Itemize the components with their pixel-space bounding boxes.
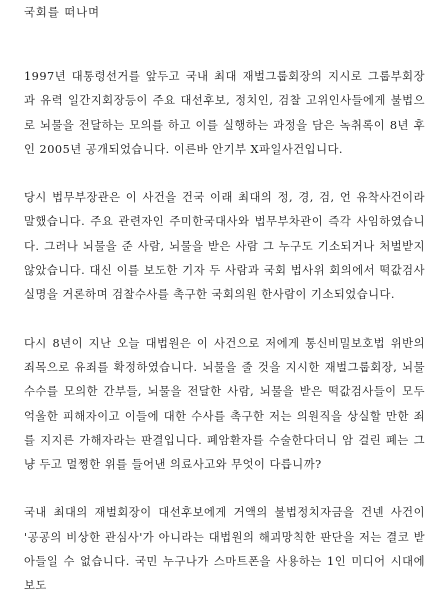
paragraph-3: 다시 8년이 지난 오늘 대법원은 이 사건으로 저에게 통신비밀보호법 위반의 죄목으로 유죄를 확정하였습니다. 뇌물을 줄 것을 지시한 재벌그룹회장, 뇌물수수를 모의한 간부들, 뇌물을 전달한 사람, 뇌물을 받은 떡값검사들이 모두 억울한 피해자이고 이들에 대한 수사를 촉구한 저는 의원직을 상실할 만한 죄를 지지른 가해자라는 판결입니다. 폐암환자를 수술한다더니 암 걸린 폐는 그냥 두고 멀쩡한 위를 들어낸 의료사고와 무엇이 다릅니까? [24,336,425,472]
paragraph-gap [24,477,425,501]
paragraph-1: 1997년 대통령선거를 앞두고 국내 최대 재벌그룹회장의 지시로 그룹부회장과 유력 일간지회장등이 주요 대선후보, 정치인, 검찰 고위인사들에게 불법으로 뇌물을 전달하는 모의를 하고 이를 실행하는 과정을 담은 녹취록이 8년 후인 2005년 공개되었습니다. 이른바 안기부 X파일사건입니다. [24,70,425,156]
paragraph-gap [24,162,425,186]
paragraph-2: 당시 법무부장관은 이 사건을 건국 이래 최대의 정, 경, 검, 언 유착사건이라 말했습니다. 주요 관련자인 주미한국대사와 법무부차관이 즉각 사임하였습니다. 그러나 뇌물을 준 사람, 뇌물을 받은 사람 그 누구도 기소되거나 처벌받지 않았습니다. 대신 이를 보도한 기자 두 사람과 국회 법사위 회의에서 떡값검사 실명을 거론하며 검찰수사를 촉구한 국회의원 한사람이 기소되었습니다. [24,191,425,302]
document-title: 국회를 떠나며 [24,6,101,19]
paragraph-4: 국내 최대의 재벌회장이 대선후보에게 거액의 불법정치자금을 건넨 사건이 '공공의 비상한 관심사'가 아니라는 대법원의 해괴망칙한 판단을 저는 결코 받아들일 수 없습니다. 국민 누구나가 스마트폰을 사용하는 1인 미디어 시대에 보도 [24,506,425,593]
title-gap [24,21,425,65]
paragraph-gap [24,308,425,332]
